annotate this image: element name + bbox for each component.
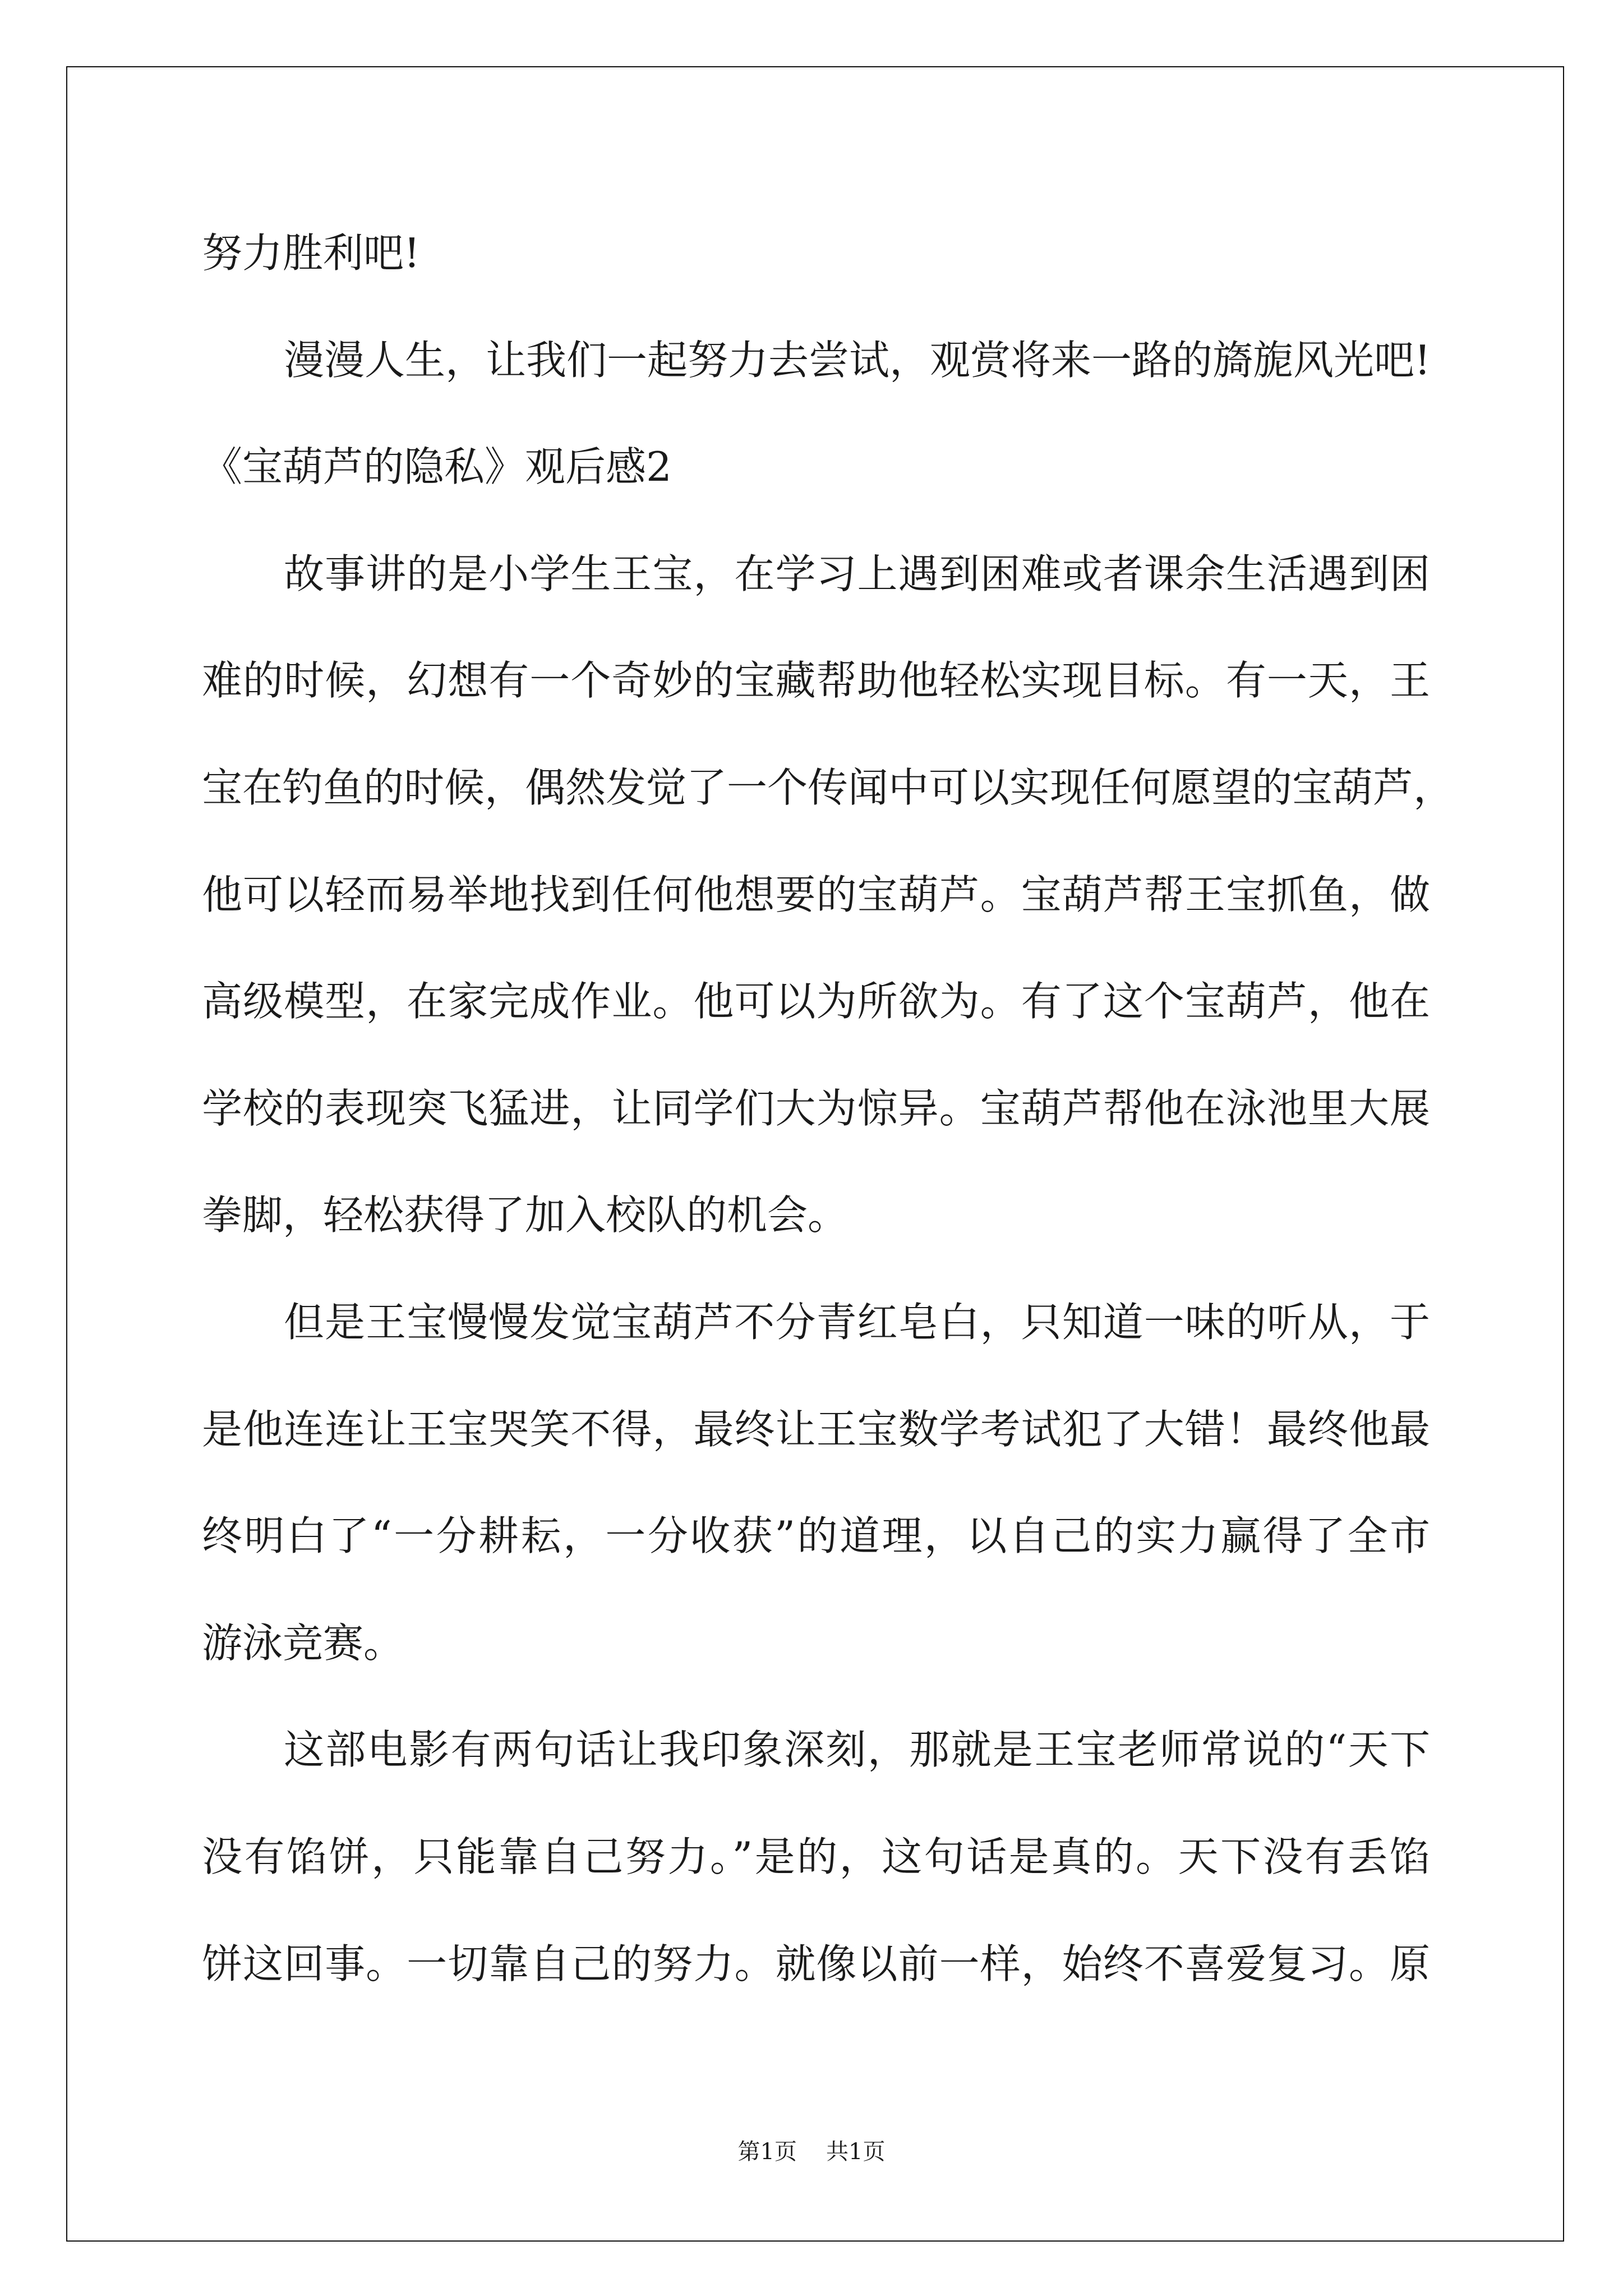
text-line: 宝在钓鱼的时候，偶然发觉了一个传闻中可以实现任何愿望的宝葫芦， xyxy=(202,763,1454,811)
page-number: 第1页 xyxy=(737,2139,797,2165)
text-line: 游泳竞赛。 xyxy=(202,1619,404,1667)
text-line: 拳脚，轻松获得了加入校队的机会。 xyxy=(202,1191,849,1239)
document-body xyxy=(202,200,1454,2017)
text-line: 他可以轻而易举地找到任何他想要的宝葫芦。宝葫芦帮王宝抓鱼，做 xyxy=(202,871,1430,918)
text-line: 终明白了“一分耕耘，一分收获”的道理，以自己的实力赢得了全市 xyxy=(202,1512,1430,1560)
text-line: 没有馅饼，只能靠自己努力。”是的，这句话是真的。天下没有丢馅 xyxy=(202,1833,1430,1880)
text-line: 故事讲的是小学生王宝，在学习上遇到困难或者课余生活遇到困 xyxy=(284,550,1430,597)
section-title: 《宝葫芦的隐私》观后感2 xyxy=(202,443,672,491)
text-line: 高级模型，在家完成作业。他可以为所欲为。有了这个宝葫芦，他在 xyxy=(202,978,1430,1025)
page-total: 共1页 xyxy=(826,2139,886,2165)
text-line: 难的时候，幻想有一个奇妙的宝藏帮助他轻松实现目标。有一天，王 xyxy=(202,657,1430,705)
text-line: 努力胜利吧! xyxy=(202,229,420,277)
text-line: 是他连连让王宝哭笑不得，最终让王宝数学考试犯了大错！最终他最 xyxy=(202,1405,1430,1453)
text-line: 饼这回事。一切靠自己的努力。就像以前一样，始终不喜爱复习。原 xyxy=(202,1940,1430,1987)
text-line: 但是王宝慢慢发觉宝葫芦不分青红皂白，只知道一味的听从，于 xyxy=(284,1298,1430,1346)
text-line: 这部电影有两句话让我印象深刻，那就是王宝老师常说的“天下 xyxy=(284,1726,1430,1774)
text-line: 学校的表现突飞猛进，让同学们大为惊异。宝葫芦帮他在泳池里大展 xyxy=(202,1084,1430,1132)
page-footer xyxy=(0,2137,1623,2166)
closing-paragraph: 漫漫人生，让我们一起努力去尝试，观赏将来一路的旖旎风光吧! xyxy=(284,336,1431,384)
